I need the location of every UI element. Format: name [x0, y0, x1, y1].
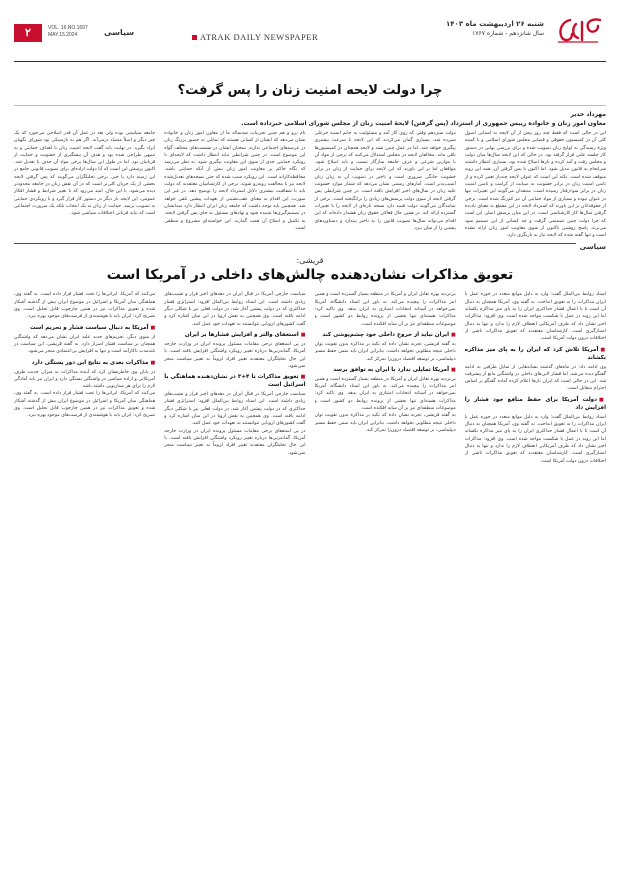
section-tag: سیاسی: [104, 28, 135, 37]
story2-columns: [14, 291, 606, 851]
masthead: [14, 0, 606, 62]
square-icon: [192, 35, 197, 40]
story1-deck: معاون امور زنان و خانواده رییس جمهوری از استرداد (پس گرفتن) لایحهٔ امنیت زنان از مجلس شورای اسلامی خبرداده است.: [241, 120, 606, 127]
paper-name-en: [192, 32, 318, 42]
issue-date: ۲۶ اردیبهشت ماه ۱۴۰۳: [446, 20, 525, 28]
story2-kicker: قریشی:: [296, 256, 324, 266]
story2-paragraph: در پایان وی خاطرنشان کرد که آینده مذاکرات به میزان جدیت طرف آمریکایی و اراده سیاسی در واشنگتن بستگی دارد و ایران نیز باید آمادگی لازم را برای هر سناریویی داشته باشد.: [14, 369, 156, 390]
story2-paragraph: استاد روابط بین‌الملل گفت: وارد به دلیل موانع متعدد در حوزه عمل با ایران مذاکرات را به تعویق انداخت. به گفته وی، آمریکا همچنان به دنبال آن است تا با اعمال فشار حداکثری ایران را به پای میز مذاکره بکشاند اما این روند در عمل با شکست مواجه شده است. وی افزود: مذاکرات اخیر نشان داد که طرف آمریکایی انعطاف لازم را ندارد و تنها به دنبال امتیازگیری است. کارشناسان معتقدند که تعویق مذاکرات ناشی از اختلافات درون دولت آمریکا است.: [464, 414, 606, 464]
atrak-logo: [552, 14, 604, 46]
story2-paragraph: وی ادامه داد: در ماه‌های گذشته نشانه‌هایی از تمایل طرفین به ادامه گفتگو دیده می‌شد، اما فشار لابی‌های داخلی در واشنگتن مانع از پیشرفت شد. این در حالی است که ایران بارها اعلام کرده آماده گفتگو بر اساس احترام متقابل است.: [464, 364, 606, 392]
volume-info: [48, 25, 88, 39]
story2-paragraph: می‌کنند که آمریکا، ایرانی‌ها را تحت فشار قرار داده است. به گفته وی، هماهنگی میان آمریکا و اسرائیل در موضوع ایران بیش از گذشته آشکار شده و تعویق مذاکرات نیز در همین چارچوب قابل تحلیل است. وی تصریح کرد: ایران باید با هوشمندی از فرصت‌های موجود بهره ببرد.: [14, 391, 156, 419]
story2-col-2: [315, 291, 456, 851]
story2-subhead: ■ آمریکا به دنبال سیاست فشار و تحریم است: [14, 324, 155, 332]
story2-paragraph: از سوی دیگر، تحریم‌های جدید علیه ایران نشان می‌دهد که واشنگتن همچنان بر سیاست فشار اصرار دارد. به گفته قریشی، این سیاست در بلندمدت ناکارآمد است و تنها به افزایش بی‌اعتمادی منجر می‌شود.: [14, 334, 156, 355]
story2-paragraph: در پی استعفای برخی مقامات مسئول پرونده ایران در وزارت خارجه آمریکا، گمانه‌زنی‌ها درباره تغییر رویکرد واشنگتن افزایش یافته است. با این حال تحلیلگران معتقدند تغییر افراد لزوماً به تغییر سیاست منجر نمی‌شود.: [164, 341, 306, 369]
divider: [14, 98, 606, 106]
story2-paragraph: سیاست خارجی آمریکا در قبال ایران در دهه‌های اخیر فراز و نشیب‌های زیادی داشته است. این استاد روابط بین‌الملل افزود: استراتژی فشار حداکثری که در دولت پیشین آغاز شد، در دولت فعلی نیز با شکلی دیگر ادامه یافته است. وی همچنین به نقش اروپا در این میان اشاره کرد و گفت کشورهای اروپایی نتوانستند به تعهدات خود عمل کنند.: [164, 392, 306, 427]
paper-name-text: ATRAK DAILY NEWSPAPER: [200, 32, 319, 42]
story2-col-3: [164, 291, 305, 851]
story2-paragraph: استاد روابط بین‌الملل گفت: وارد به دلیل موانع متعدد در حوزه عمل با ایران مذاکرات را به تعویق انداخت. به گفته وی، آمریکا همچنان به دنبال آن است تا با اعمال فشار حداکثری ایران را به پای میز مذاکره بکشاند اما این روند در عمل با شکست مواجه شده است. وی افزود: مذاکرات اخیر نشان داد که طرف آمریکایی انعطاف لازم را ندارد و تنها به دنبال امتیازگیری است. کارشناسان معتقدند که تعویق مذاکرات ناشی از اختلافات درون دولت آمریکا است.: [464, 292, 606, 342]
story2-subhead: ■ دولت آمریکا برای حفظ منافع خود فشار را افزایش داد: [465, 396, 606, 412]
story2-paragraph: در پی استعفای برخی مقامات مسئول پرونده ایران در وزارت خارجه آمریکا، گمانه‌زنی‌ها درباره تغییر رویکرد واشنگتن افزایش یافته است. با این حال تحلیلگران معتقدند تغییر افراد لزوماً به تغییر سیاست منجر نمی‌شود.: [164, 428, 306, 456]
story2-headline: تعویق مذاکرات نشان‌دهنده چالش‌های داخلی در آمریکا است: [106, 267, 514, 284]
date-en: MAY.15.2024: [48, 32, 78, 38]
story2-col-1: [465, 291, 606, 851]
story2-subhead: ■ آمریکا تلاش کرد که ایران را به پای میز مذاکره بکشاند: [465, 346, 606, 362]
story1-col-1: این در حالی است که فقط چند روز پیش از آن لایحه به استانی اصول کلی آن در کمیسیون حقوقی و قضایی مجلس شورای اسلامی و با کمیته ویژهٔ رسیدگی به لوایح زنان تصویب شده و برای بررسی نهایی در دستور کار جلسه علنی قرار گرفته بود. در حالی که این لایحه سال‌ها میان دولت و مجلس رفت و آمد کرده و بارها اصلاح شده بود، بسیاری انتظار داشتند سرانجام به قانون تبدیل شود. اما اکنون با پس گرفتن آن، همه این روند متوقف شده است. نکته این است که عنوان لایحه چندبار تغییر کرده و از تامین امنیت زنان در برابر خشونت به صیانت از کرامت و تامین امنیت زنان در برابر سوءرفتار رسیده است. منتقدان می‌گویند این تغییرات تنها در عنوان نبوده و بسیاری از مواد حمایتی آن نیز کم‌رنگ شده است. برخی از حقوقدانان بر این باورند که استرداد لایحه در این مقطع به معنای نادیده گرفتن سال‌ها کار کارشناسی است. در این میان پرسش اصلی این است که چرا دولت چنین تصمیمی گرفت و چه کسانی از این تصمیم سود می‌برند. پاسخ روشنی تاکنون از سوی معاونت امور زنان ارائه نشده است و تنها گفته شده که لایحه نیاز به بازنگری دارد.: [464, 131, 606, 239]
story2-paragraph: بی‌تردید بهره تقابل ایران و آمریکا در منطقه بسیار گسترده است و همین امر مذاکرات را پیچیده می‌کند. به باور این استاد دانشگاه، آمریکا نمی‌خواهد در آستانه انتخابات امتیازی به ایران بدهد. وی تاکید کرد: مذاکرات هسته‌ای تنها بخشی از پرونده روابط دو کشور است و موضوعات منطقه‌ای نیز بر آن سایه افکنده است.: [314, 376, 456, 412]
issue-day: شنبه: [527, 20, 544, 28]
story1-col-4: جامعه سیاستی بوده ولی بعد در عمل آن قدر اصلاحی می‌خورد که یک چیز دیگر و اصلاً متضاد درمی‌آید. اگر هم به بازسیکی بود شورای نگهبان ایراد بگیرد. در نهایت باید گفت لایحه امنیت زنان با اهداف حمایتی و نه تنبیهی طراحی شده بود و هدف آن پیشگیری از خشونت و حمایت از قربانیان بود. اما در طول این سال‌ها برخی مواد آن حذف یا تعدیل شد. اکنون پرسش این است که آیا دولت اراده‌ای برای تصویب قانونی جامع در این زمینه دارد یا خیر. برخی تحلیلگران می‌گویند که پس گرفتن لایحه بخشی از یک جریان کلی‌تر است که در آن نقش زنان در جامعه محدودتر دیده می‌شود. با این حال، امید می‌رود که با تغییر شرایط و فشار افکار عمومی، این لایحه بار دیگر در دستور کار قرار گیرد و با رویکردی حمایتی به تصویب برسد. حمایت از زنان نه یک انتخاب بلکه یک ضرورت اجتماعی است که نباید قربانی اختلافات سیاسی شود.: [14, 131, 156, 217]
story1-columns: [14, 130, 606, 239]
story2-col-4: [14, 291, 155, 851]
story2-subhead: ■ استعفای والتر و افزایش فشارها بر ایران: [164, 331, 305, 339]
story2-paragraph: بی‌تردید بهره تقابل ایران و آمریکا در منطقه بسیار گسترده است و همین امر مذاکرات را پیچیده می‌کند. به باور این استاد دانشگاه، آمریکا نمی‌خواهد در آستانه انتخابات امتیازی به ایران بدهد. وی تاکید کرد: مذاکرات هسته‌ای تنها بخشی از پرونده روابط دو کشور است و موضوعات منطقه‌ای نیز بر آن سایه افکنده است.: [314, 292, 456, 327]
issue-year: سال شانزدهم - شماره ۱۷۶۷: [472, 30, 544, 37]
story2-subhead: ■ آمریکا تمایلی ندارد با ایران به توافق برسد: [315, 366, 456, 374]
section-band: [14, 243, 606, 252]
story1-col-3: نام برو و هم چنین تجربیات سه‌ساله ما از معاون امور زنان و خانواده نشان می‌دهد که ایشان از کسانی هستند که تمایلی به حضور پررنگ زنان در عرصه‌های اجتماعی ندارند. سخنان ایشان در نشست‌های مختلف گواه این موضوع است. در چنین شرایطی نباید انتظار داشت که لایحه‌ای با رویکرد حمایتی جدی از سوی این معاونت پیگیری شود. به نظر می‌رسد که نگاه حاکم بر معاونت امور زنان بیش از آنکه حمایتی باشد، محافظه‌کارانه است. این رویکرد سبب شده که حتی نسخه‌های تعدیل‌شده لایحه نیز با مخالفت روبه‌رو شوند. برخی از کارشناسان معتقدند که دولت باید با شفافیت بیشتری دلایل استرداد لایحه را توضیح دهد. در غیر این صورت، این اقدام به معنای عقب‌نشینی از تعهدات پیشین تلقی خواهد شد. همچنین باید توجه داشت که جامعه زنان ایران انتظار دارد صدایشان در تصمیم‌گیری‌ها شنیده شود و نهادهای مسئول به جای پس گرفتن لایحه، به تکمیل و اصلاح آن همت گمارند. این خواسته‌ای مشروع و منطقی است.: [164, 131, 306, 231]
section-band-label: سیاسی: [576, 243, 606, 251]
story1-headline: چرا دولت لایحه امنیت زنان را پس گرفت؟: [177, 83, 443, 98]
story2-subhead: ■ مذاکرات بعدی به نتایج این دور بستگی دارد: [14, 359, 155, 367]
story1-col-2: دولت سیزدهم وقتی که روی کار آمد و مسئولیت به خانم انسیه خزعلی سپرده شد، بسیاری گمان می‌کردند که این لایحه با سرعت بیشتری پیگیری خواهد شد. اما در عمل چنین نشد و لایحه همچنان در کمیسیون‌ها باقی ماند. مخالفان لایحه در مجلس استدلال می‌کنند که برخی از مواد آن با موازین شرعی و عرف جامعه سازگار نیست و باید اصلاح شود. موافقان اما بر این باورند که این لایحه برای حمایت از زنان در برابر خشونت خانگی ضروری است و تاخیر در تصویب آن به زیان زنان آسیب‌پذیر است. آمارهای رسمی نشان می‌دهد که شمار موارد خشونت علیه زنان در سال‌های اخیر افزایش یافته است. در چنین شرایطی پس گرفتن لایحه از سوی دولت پرسش‌های زیادی را برانگیخته است. برخی از نمایندگان می‌گویند دولت قصد دارد نسخه تازه‌ای از لایحه را با تغییرات گسترده ارائه کند. در همین حال فعالان حقوق زنان هشدار داده‌اند که این اقدام می‌تواند سال‌ها تصویب قانون را به تاخیر بیندازد و دستاوردهای پیشین را از میان ببرد.: [314, 131, 456, 231]
story2-subhead: ■ ایران نباید از خروج داخلی خود چشم‌پوشی کند: [315, 331, 456, 339]
page-number: ۲: [14, 24, 42, 42]
issue-info: [446, 20, 544, 38]
volume-number: VOL. 16,NO.1697: [48, 25, 88, 31]
story2-paragraph: سیاست خارجی آمریکا در قبال ایران در دهه‌های اخیر فراز و نشیب‌های زیادی داشته است. این استاد روابط بین‌الملل افزود: استراتژی فشار حداکثری که در دولت پیشین آغاز شد، در دولت فعلی نیز با شکلی دیگر ادامه یافته است. وی همچنین به نقش اروپا در این میان اشاره کرد و گفت کشورهای اروپایی نتوانستند به تعهدات خود عمل کنند.: [164, 292, 306, 327]
story2-paragraph: به گفته قریشی، تجربه نشان داده که تکیه بر مذاکره بدون تقویت توان داخلی نتیجه مطلوبی نخواهد داشت. بنابراین ایران باید ضمن حفظ مسیر دیپلماسی، بر توسعه اقتصاد درون‌زا تمرکز کند.: [314, 413, 456, 433]
story1-byline-block: [14, 110, 606, 128]
story1-byline: مهرداد خدیر: [570, 111, 606, 118]
story2-paragraph: به گفته قریشی، تجربه نشان داده که تکیه بر مذاکره بدون تقویت توان داخلی نتیجه مطلوبی نخواهد داشت. بنابراین ایران باید ضمن حفظ مسیر دیپلماسی، بر توسعه اقتصاد درون‌زا تمرکز کند.: [314, 341, 456, 362]
story2-paragraph: می‌کنند که آمریکا، ایرانی‌ها را تحت فشار قرار داده است. به گفته وی، هماهنگی میان آمریکا و اسرائیل در موضوع ایران بیش از گذشته آشکار شده و تعویق مذاکرات نیز در همین چارچوب قابل تحلیل است. وی تصریح کرد: ایران باید با هوشمندی از فرصت‌های موجود بهره ببرد.: [14, 292, 156, 320]
story2-subhead: ■ تعویق مذاکرات تا ۴+۳ در نشان‌دهنده هماهنگی با اسرائیل است: [164, 373, 305, 389]
